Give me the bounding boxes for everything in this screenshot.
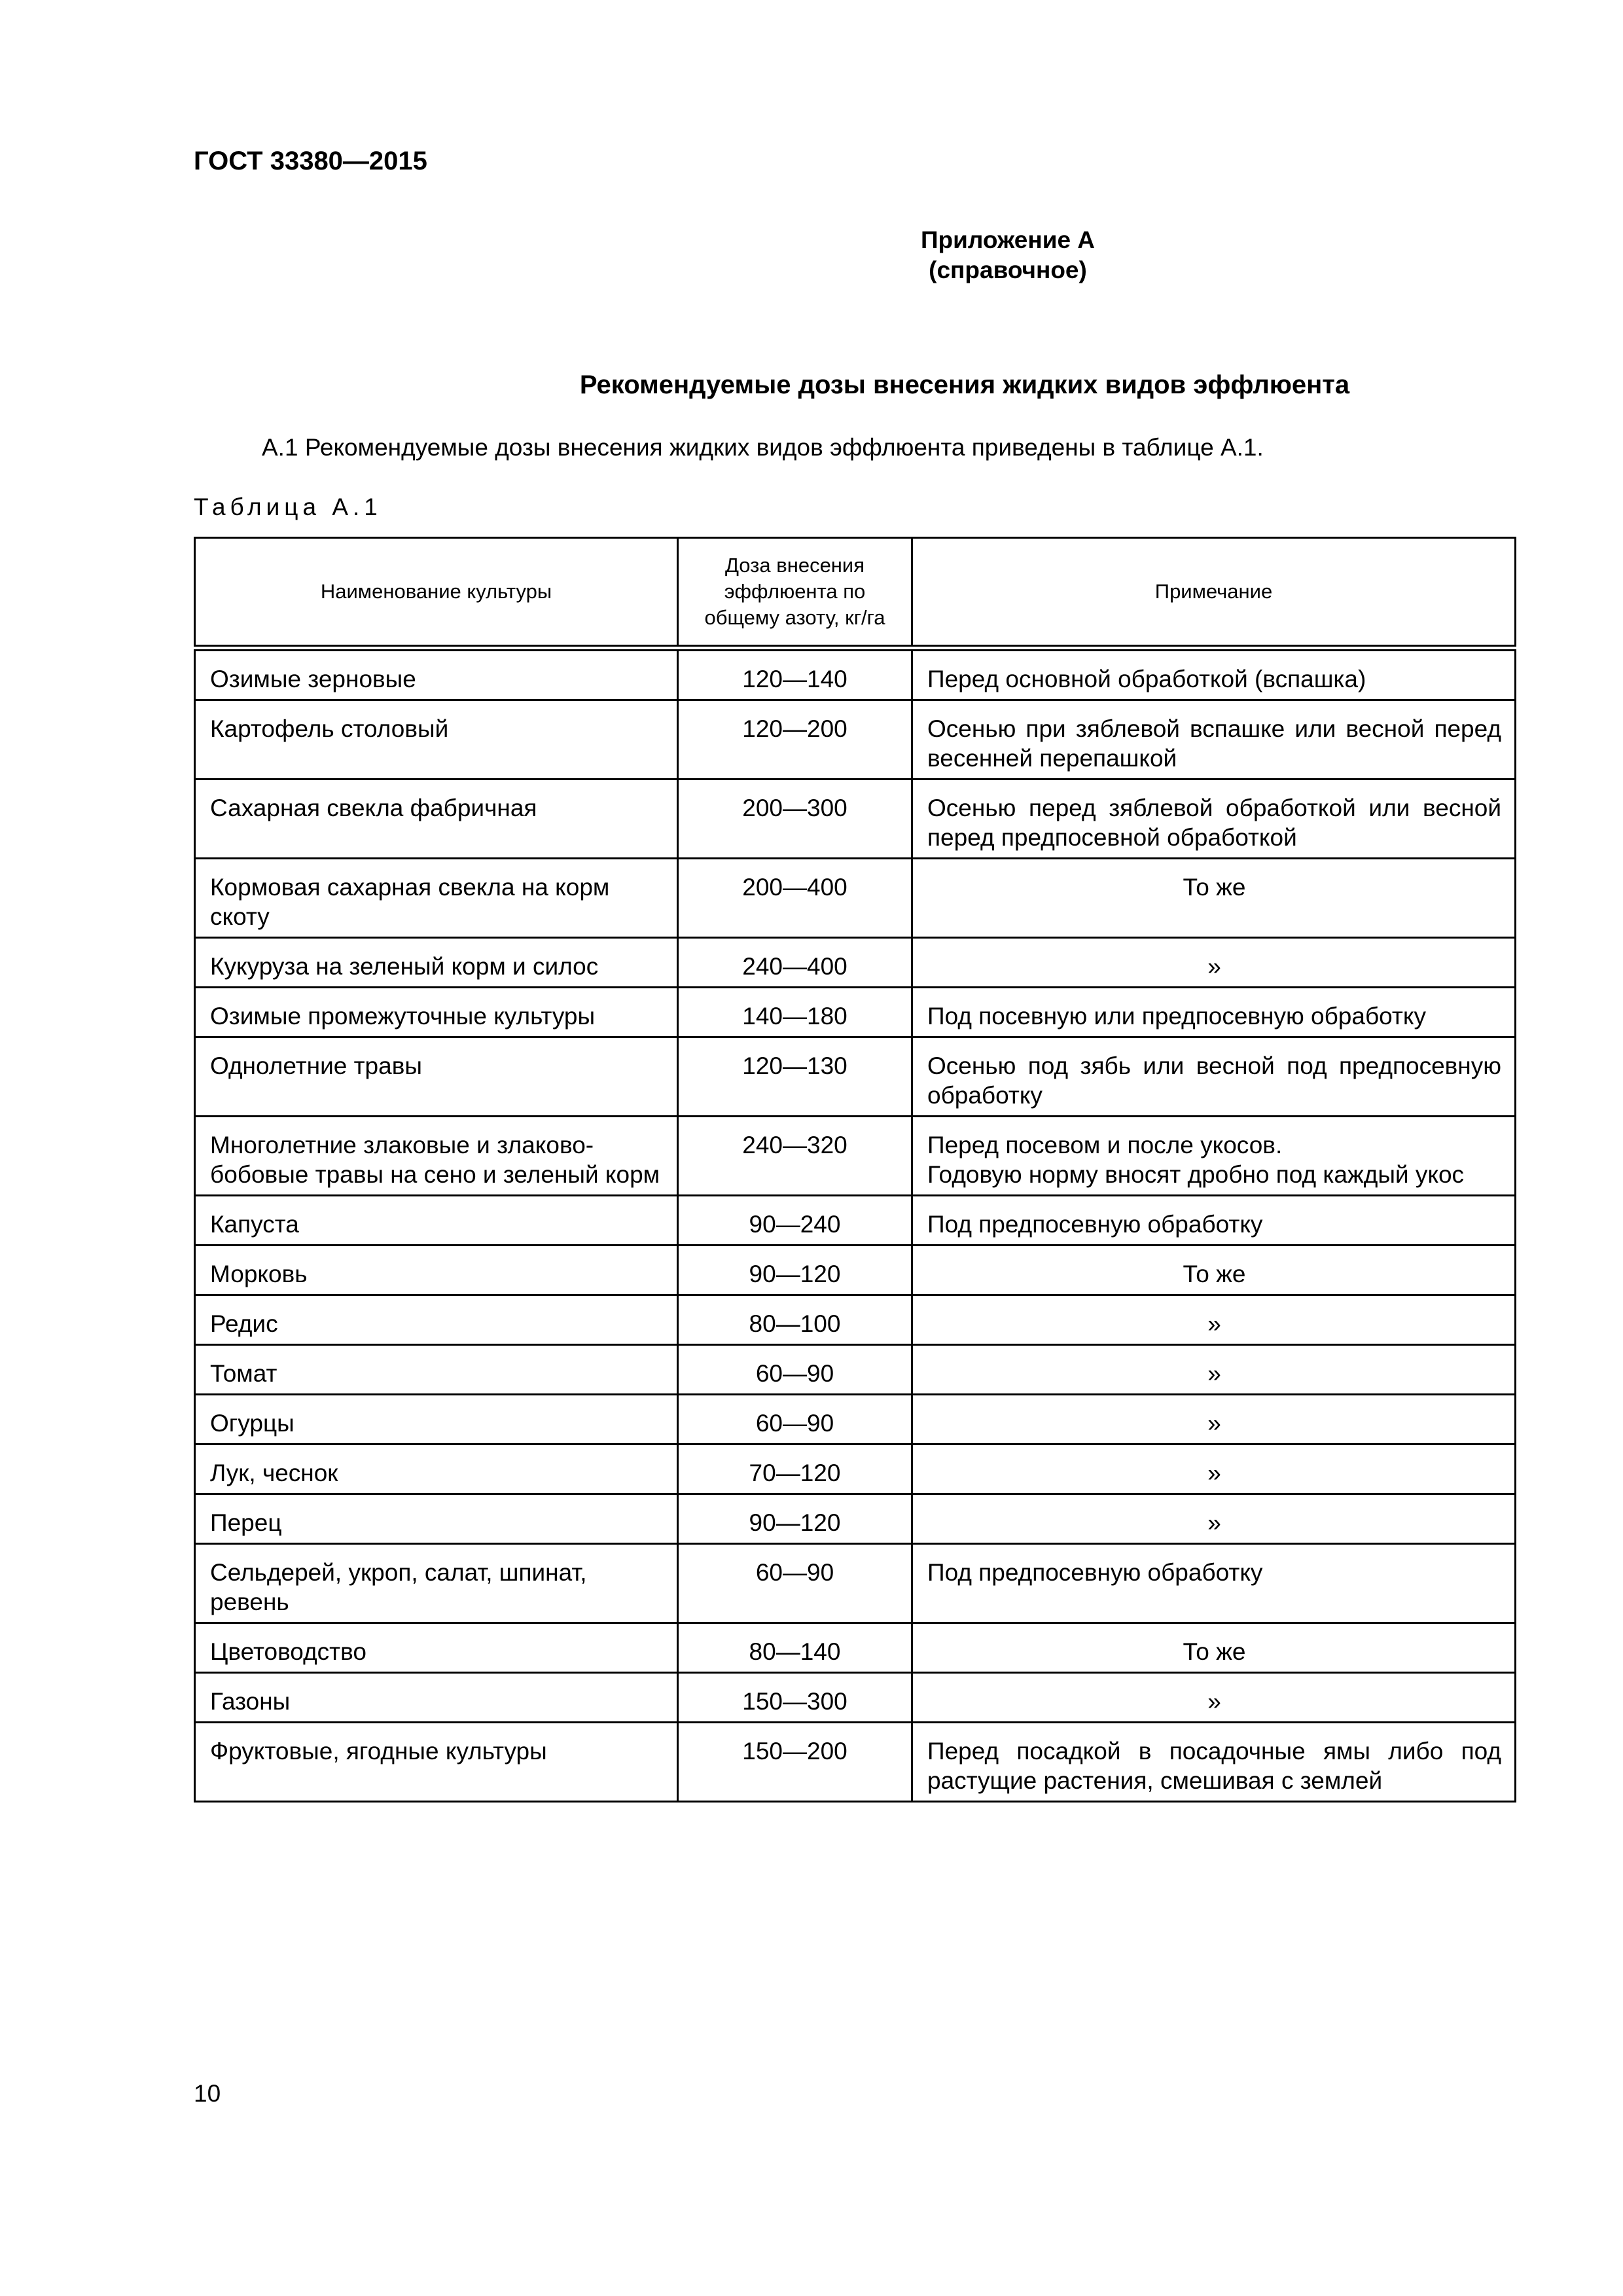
note-cell: »: [912, 1444, 1516, 1494]
dose-cell: 120—200: [678, 700, 912, 780]
header-dose: Доза внесения эффлюента по общему азоту, кг/га: [678, 538, 912, 649]
dose-cell: 140—180: [678, 988, 912, 1037]
table-row: [195, 938, 1516, 988]
crop-cell: Озимые зерновые: [195, 648, 678, 700]
note-cell: »: [912, 938, 1516, 988]
dose-cell: 80—100: [678, 1295, 912, 1345]
table-row: [195, 1196, 1516, 1246]
note-cell: Осенью перед зяблевой обработкой или весной перед предпосевной обработкой: [912, 780, 1516, 859]
table-row: [195, 988, 1516, 1037]
dose-cell: 120—130: [678, 1037, 912, 1117]
note-cell: Перед основной обработкой (вспашка): [912, 648, 1516, 700]
note-cell: То же: [912, 1246, 1516, 1295]
crop-cell: Газоны: [195, 1673, 678, 1723]
table-row: [195, 1444, 1516, 1494]
document-header: ГОСТ 33380—2015: [194, 147, 427, 175]
crop-cell: Цветоводство: [195, 1623, 678, 1673]
page-number: 10: [194, 2080, 221, 2107]
table-row: [195, 1037, 1516, 1117]
dose-cell: 90—120: [678, 1494, 912, 1544]
table-row: [195, 1295, 1516, 1345]
dose-cell: 200—400: [678, 859, 912, 938]
dose-cell: 120—140: [678, 648, 912, 700]
dose-cell: 60—90: [678, 1345, 912, 1395]
note-cell: »: [912, 1673, 1516, 1723]
dose-cell: 70—120: [678, 1444, 912, 1494]
appendix-title: Приложение А: [920, 226, 1096, 253]
header-note: Примечание: [912, 538, 1516, 649]
table-row: [195, 1395, 1516, 1444]
table-row: [195, 1723, 1516, 1802]
crop-cell: Фруктовые, ягодные культуры: [195, 1723, 678, 1802]
crop-cell: Многолетние злаковые и злаково-бобовые травы на сено и зеленый корм: [195, 1117, 678, 1196]
crop-cell: Лук, чеснок: [195, 1444, 678, 1494]
table-row: [195, 1246, 1516, 1295]
crop-cell: Капуста: [195, 1196, 678, 1246]
dose-cell: 90—120: [678, 1246, 912, 1295]
crop-cell: Озимые промежуточные культуры: [195, 988, 678, 1037]
crop-cell: Морковь: [195, 1246, 678, 1295]
crop-cell: Сельдерей, укроп, салат, шпинат, ревень: [195, 1544, 678, 1623]
note-line: Годовую норму вносят дробно под каждый укос: [927, 1161, 1465, 1188]
table-row: [195, 1345, 1516, 1395]
note-cell: То же: [912, 1623, 1516, 1673]
section-title: Рекомендуемые дозы внесения жидких видов эффлюента: [579, 370, 1350, 399]
appendix-subtitle: (справочное): [929, 257, 1087, 283]
table-row: [195, 1673, 1516, 1723]
crop-cell: Редис: [195, 1295, 678, 1345]
note-cell: [912, 1117, 1516, 1196]
dose-cell: 80—140: [678, 1623, 912, 1673]
note-cell: То же: [912, 859, 1516, 938]
table-row: [195, 648, 1516, 700]
table-header-row: [195, 538, 1516, 649]
crop-cell: Кормовая сахарная свекла на корм скоту: [195, 859, 678, 938]
note-cell: Перед посадкой в посадочные ямы либо под растущие растения, смешивая с землей: [912, 1723, 1516, 1802]
table-row: [195, 700, 1516, 780]
table-row: [195, 1544, 1516, 1623]
dose-cell: 200—300: [678, 780, 912, 859]
crop-cell: Перец: [195, 1494, 678, 1544]
note-cell: Под посевную или предпосевную обработку: [912, 988, 1516, 1037]
note-cell: Под предпосевную обработку: [912, 1544, 1516, 1623]
table-caption: Таблица А.1: [194, 493, 382, 520]
note-cell: »: [912, 1345, 1516, 1395]
note-cell: »: [912, 1295, 1516, 1345]
table-row: [195, 859, 1516, 938]
table-container: [194, 537, 1514, 1803]
note-cell: Осенью под зябь или весной под предпосевную обработку: [912, 1037, 1516, 1117]
crop-cell: Томат: [195, 1345, 678, 1395]
dose-cell: 150—200: [678, 1723, 912, 1802]
dose-table: [194, 537, 1516, 1803]
dose-cell: 90—240: [678, 1196, 912, 1246]
dose-cell: 150—300: [678, 1673, 912, 1723]
dose-cell: 240—400: [678, 938, 912, 988]
note-cell: »: [912, 1494, 1516, 1544]
intro-paragraph: А.1 Рекомендуемые дозы внесения жидких видов эффлюента приведены в таблице А.1.: [262, 434, 1264, 461]
table-row: [195, 1623, 1516, 1673]
note-cell: Осенью при зяблевой вспашке или весной перед весенней перепашкой: [912, 700, 1516, 780]
crop-cell: Однолетние травы: [195, 1037, 678, 1117]
dose-cell: 60—90: [678, 1395, 912, 1444]
table-row: [195, 1494, 1516, 1544]
note-cell: Под предпосевную обработку: [912, 1196, 1516, 1246]
table-row: [195, 780, 1516, 859]
crop-cell: Сахарная свекла фабричная: [195, 780, 678, 859]
crop-cell: Картофель столовый: [195, 700, 678, 780]
note-cell: »: [912, 1395, 1516, 1444]
crop-cell: Огурцы: [195, 1395, 678, 1444]
note-line: Перед посевом и после укосов.: [927, 1132, 1283, 1158]
crop-cell: Кукуруза на зеленый корм и силос: [195, 938, 678, 988]
table-row: [195, 1117, 1516, 1196]
dose-cell: 60—90: [678, 1544, 912, 1623]
header-crop: Наименование культуры: [195, 538, 678, 649]
appendix-heading: [194, 225, 1513, 285]
dose-cell: 240—320: [678, 1117, 912, 1196]
